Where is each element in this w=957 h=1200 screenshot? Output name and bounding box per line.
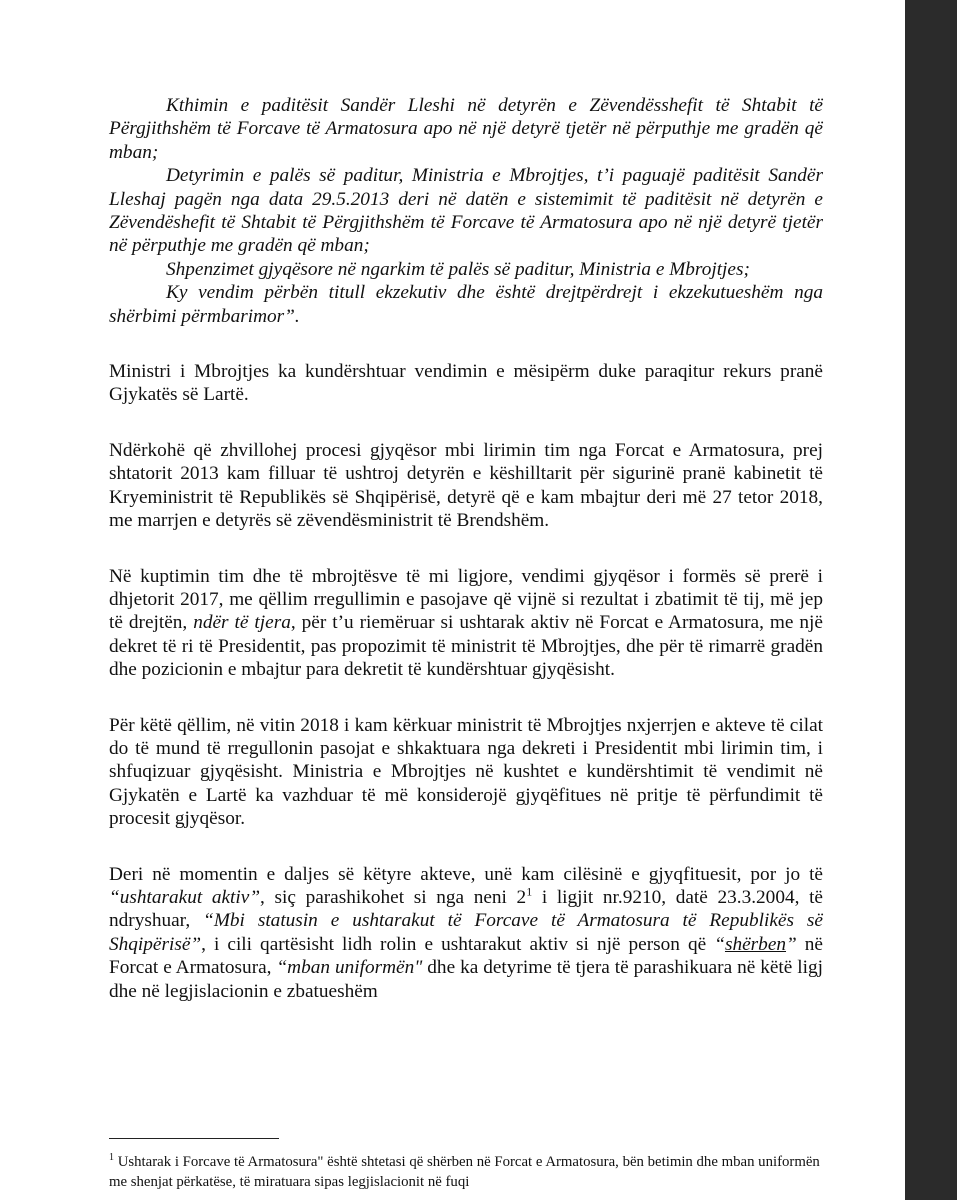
paragraph-request: Për këtë qëllim, në vitin 2018 i kam kërkuar ministrit të Mbrojtjes nxjerrjen e akteve të cilat do të mund të rregullonin pasojat e shkaktuara nga dekreti i Presidentit mbi lirimin tim, i shfuqizuar gjyqësisht. Ministria e Mbrojtjes në kushtet e kundërshtimit të vendimit në Gjykatën e Lartë ka vazhduar të më konsiderojë gjyqëfitues në pritje të përfundimit të procesit gjyqësor. xyxy=(109,714,823,830)
paragraph-advisor-role: Ndërkohë që zhvillohej procesi gjyqësor mbi lirimin tim nga Forcat e Armatosura, prej shtatorit 2013 kam filluar të ushtroj detyrën e këshilltarit për sigurinë pranë kabinetit të Kryeministrit të Republikës së Shqipërisë, detyrë që e kam mbajtur deri më 27 tetor 2018, me marrjen e detyrës së zëvendësministrit të Brendshëm. xyxy=(109,439,823,532)
quoted-decision xyxy=(109,94,823,328)
footnote-reference[interactable]: 1 xyxy=(526,884,533,899)
footnote-marker: 1 xyxy=(109,1152,114,1164)
footnote xyxy=(109,1152,823,1192)
paragraph-legal-interpretation: Në kuptimin tim dhe të mbrojtësve të mi ligjore, vendimi gjyqësor i formës së prerë i dhjetorit 2017, me qëllim rregullimin e pasojave që vijnë si rezultat i zbatimit të tij, më jep të drejtën, ndër të tjera, për t’u riemëruar si ushtarak aktiv në Forcat e Armatosura, me një dekret të ri të Presidentit, pas propozimit të ministrit të Mbrojtjes, dhe për të rimarrë gradën dhe pozicionin e mbajtur para dekretit të kundërshtuar gjyqësisht. xyxy=(109,565,823,681)
footnote-text: Ushtarak i Forcave të Armatosura" është shtetasi që shërben në Forcat e Armatosura, bën betimin dhe mban uniformën me shenjat përkatëse, të miratuara sipas legjislacionit në fuqi xyxy=(109,1154,820,1190)
quote-paragraph-4: Ky vendim përbën titull ekzekutiv dhe është drejtpërdrejt i ekzekutueshëm nga shërbimi përmbarimor”. xyxy=(109,282,823,327)
footnote-separator xyxy=(109,1138,279,1139)
paragraph-status: Deri në momentin e daljes së këtyre akteve, unë kam cilësinë e gjyqfituesit, por jo të “ushtarakut aktiv”, siç parashikohet si nga neni $2^1$ i ligjit nr.9210, datë 23.3.2004, të ndryshuar, “Mbi statusin e ushtarakut të Forcave të Armatosura të Republikës së Shqipërisë”, i cili qartësisht lidh rolin e ushtarakut aktiv si një person që “shërben” në Forcat e Armatosura, “mban uniformën" dhe ka detyrime të tjera të parashikuara në këtë ligj dhe në legjislacionin e zbatueshëm xyxy=(109,863,824,1002)
viewer-background xyxy=(905,0,957,1200)
paragraph-appeal: Ministri i Mbrojtjes ka kundërshtuar vendimin e mësipërm duke paraqitur rekurs pranë Gjykatës së Lartë. xyxy=(109,361,823,406)
document-body xyxy=(109,94,823,1003)
quote-paragraph-3: Shpenzimet gjyqësore në ngarkim të palës së paditur, Ministria e Mbrojtjes; xyxy=(166,258,750,280)
quote-paragraph-1: Kthimin e paditësit Sandër Lleshi në detyrën e Zëvendësshefit të Shtabit të Përgjithshëm të Forcave të Armatosura apo në një detyrë tjetër në përputhje me gradën që mban; xyxy=(109,95,823,163)
quote-paragraph-2: Detyrimin e palës së paditur, Ministria e Mbrojtjes, t’i paguajë paditësit Sandër Lleshaj pagën nga data 29.5.2013 deri në datën e sistemimit të paditësit në detyrën e Zëvendëshefit të Shtabit të Përgjithshëm të Forcave të Armatosura apo në një detyrë tjetër në përputhje me gradën që mban; xyxy=(109,165,823,257)
